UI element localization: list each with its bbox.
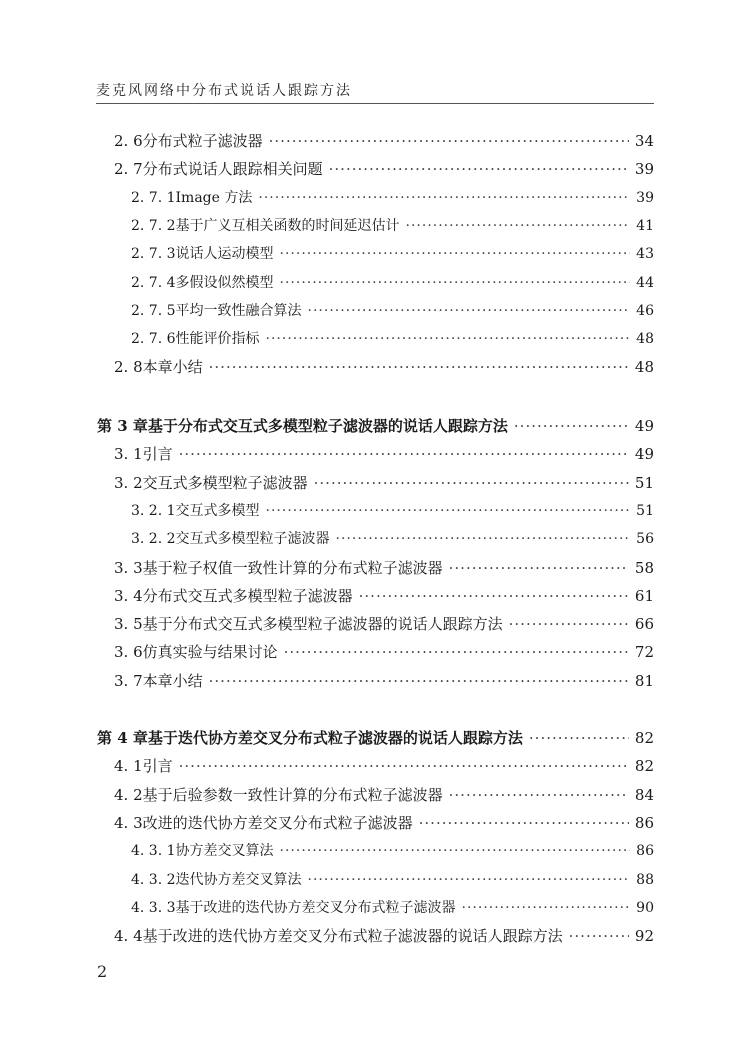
dot-leader [209,355,629,379]
toc-entry [131,186,654,210]
toc-entry-page: 39 [634,160,654,179]
dot-leader [280,839,631,863]
toc-entry-number: 2. 7. 1 [131,189,176,206]
toc-entry [114,129,654,153]
toc-entry-page: 82 [634,757,654,776]
toc-entry [114,612,654,636]
page-number: 2 [97,962,108,981]
toc-entry-title: 仿真实验与结果讨论 [142,643,278,662]
dot-leader [462,896,631,920]
toc-entry-title: 多假设似然模型 [175,274,274,291]
toc-entry [131,242,654,266]
toc-entry-page: 34 [634,132,654,150]
toc-entry-number: 2. 8 [114,358,143,377]
toc-entry-page: 90 [636,899,654,916]
dot-leader [514,414,629,438]
toc-entry [131,839,654,863]
toc-entry [114,783,654,807]
dot-leader [280,271,631,295]
toc-entry-number: 3. 7 [114,671,143,690]
toc-entry-title: 分布式粒子滤波器 [142,132,263,150]
toc-entry-page: 72 [634,643,654,662]
dot-leader [406,214,631,238]
toc-entry [131,214,654,238]
toc-entry [114,556,654,580]
toc-chapter-entry [97,414,654,438]
toc-entry-number: 3. 4 [114,586,143,605]
toc-entry [114,584,654,608]
dot-leader [269,129,629,153]
toc-entry-number: 4. 3. 3 [131,899,176,916]
toc-entry-title: 基于分布式交互式多模型粒子滤波器的说话人跟踪方法 [147,417,508,435]
dot-leader [266,499,631,523]
toc-entry-page: 48 [634,358,654,377]
toc-entry-title: 本章小结 [142,671,203,690]
toc-entry-title: 引言 [142,445,173,464]
toc-entry-number: 3. 5 [114,615,143,634]
toc-entry-number: 2. 6 [114,132,143,150]
dot-leader [179,442,629,466]
toc-entry-page: 84 [634,785,654,804]
toc-entry-page: 86 [636,843,654,860]
toc-entry-number: 3. 6 [114,643,143,662]
toc-entry-title: 平均一致性融合算法 [175,302,302,319]
toc-entry-title: 协方差交叉算法 [175,843,274,860]
toc-entry-number: 2. 7. 6 [131,331,176,348]
toc-entry-page: 56 [636,531,654,548]
toc-entry-title: 基于粒子权值一致性计算的分布式粒子滤波器 [142,558,443,577]
dot-leader [449,783,629,807]
dot-leader [258,186,630,210]
toc-entry [114,754,654,778]
dot-leader [509,612,629,636]
toc-entry-page: 51 [636,502,654,519]
toc-entry-title: 基于改进的迭代协方差交叉分布式粒子滤波器的说话人跟踪方法 [142,927,563,946]
toc-entry-number: 4. 2 [114,785,143,804]
toc-entry-number: 3. 2 [114,473,143,492]
toc-entry-title: 迭代协方差交叉算法 [175,871,302,888]
toc-entry [131,499,654,523]
toc-entry-page: 61 [634,586,654,605]
toc-entry-title: 分布式说话人跟踪相关问题 [142,160,323,179]
toc-entry-page: 46 [636,302,654,319]
header-rule [96,103,654,104]
toc-entry [131,896,654,920]
toc-entry-page: 66 [634,615,654,634]
toc-entry-page: 49 [634,417,654,435]
toc-entry-page: 49 [634,445,654,464]
toc-entry-title: 本章小结 [142,358,203,377]
toc-entry-title: 基于广义互相关函数的时间延迟估计 [175,217,400,234]
toc-entry-number: 3. 3 [114,558,143,577]
toc-entry-page: 51 [634,473,654,492]
dot-leader [280,242,631,266]
dot-leader [308,868,631,892]
toc-entry-page: 81 [634,671,654,690]
toc-entry-page: 44 [636,274,654,291]
toc-entry-title: 基于后验参数一致性计算的分布式粒子滤波器 [142,785,443,804]
toc-entry-number: 2. 7. 3 [131,246,176,263]
toc-entry-page: 88 [636,871,654,888]
toc-entry-number: 第 3 章 [97,417,148,435]
toc-entry-title: 性能评价指标 [175,331,260,348]
toc-entry-title: 基于分布式交互式多模型粒子滤波器的说话人跟踪方法 [142,615,503,634]
toc-entry [114,669,654,693]
toc-entry-page: 82 [634,729,654,747]
dot-leader [529,726,629,750]
toc-entry-number: 4. 3 [114,813,143,832]
toc-entry [114,157,654,181]
toc-entry-page: 41 [636,217,654,234]
toc-entry [131,527,654,551]
toc-entry-title: 引言 [142,757,173,776]
toc-entry [114,355,654,379]
toc-entry-number: 3. 1 [114,445,143,464]
toc-entry-page: 48 [636,331,654,348]
dot-leader [209,669,629,693]
toc-entry-number: 3. 2. 1 [131,502,176,519]
toc-entry [131,271,654,295]
toc-entry [114,640,654,664]
toc-entry-title: 分布式交互式多模型粒子滤波器 [142,586,353,605]
toc-entry-number: 2. 7 [114,160,143,179]
dot-leader [284,640,629,664]
toc-entry [114,442,654,466]
toc-entry [131,299,654,323]
toc-entry-title: 交互式多模型粒子滤波器 [142,473,308,492]
running-header: 麦克风网络中分布式说话人跟踪方法 [96,83,352,99]
toc-entry [114,924,654,948]
dot-leader [419,811,629,835]
toc-entry-number: 4. 1 [114,757,143,776]
toc-entry-title: 基于改进的迭代协方差交叉分布式粒子滤波器 [175,899,456,916]
dot-leader [179,754,629,778]
toc-entry [114,811,654,835]
toc-entry-number: 4. 3. 2 [131,871,176,888]
toc-entry-number: 第 4 章 [97,729,148,747]
dot-leader [336,527,631,551]
toc-entry-page: 58 [634,558,654,577]
dot-leader [359,584,629,608]
toc-entry [114,471,654,495]
toc-entry-number: 3. 2. 2 [131,531,176,548]
dot-leader [329,157,629,181]
toc-entry-title: 交互式多模型 [175,502,260,519]
toc-entry-title: 说话人运动模型 [175,246,274,263]
toc-entry-number: 4. 3. 1 [131,843,176,860]
dot-leader [308,299,631,323]
dot-leader [314,471,629,495]
dot-leader [569,924,629,948]
toc-entry [131,868,654,892]
toc-entry [131,327,654,351]
toc-entry-title: 改进的迭代协方差交叉分布式粒子滤波器 [142,813,413,832]
toc-entry-page: 92 [634,927,654,946]
toc-entry-number: 4. 4 [114,927,143,946]
toc-entry-title: 交互式多模型粒子滤波器 [175,531,330,548]
toc-entry-title: 基于迭代协方差交叉分布式粒子滤波器的说话人跟踪方法 [147,729,523,747]
dot-leader [266,327,631,351]
dot-leader [449,556,629,580]
toc-chapter-entry [97,726,654,750]
toc-entry-number: 2. 7. 5 [131,302,176,319]
toc-entry-title: Image 方法 [175,189,253,206]
toc-entry-page: 39 [636,189,654,206]
toc-entry-number: 2. 7. 4 [131,274,176,291]
toc-entry-number: 2. 7. 2 [131,217,176,234]
toc-entry-page: 43 [636,246,654,263]
toc-entry-page: 86 [634,813,654,832]
